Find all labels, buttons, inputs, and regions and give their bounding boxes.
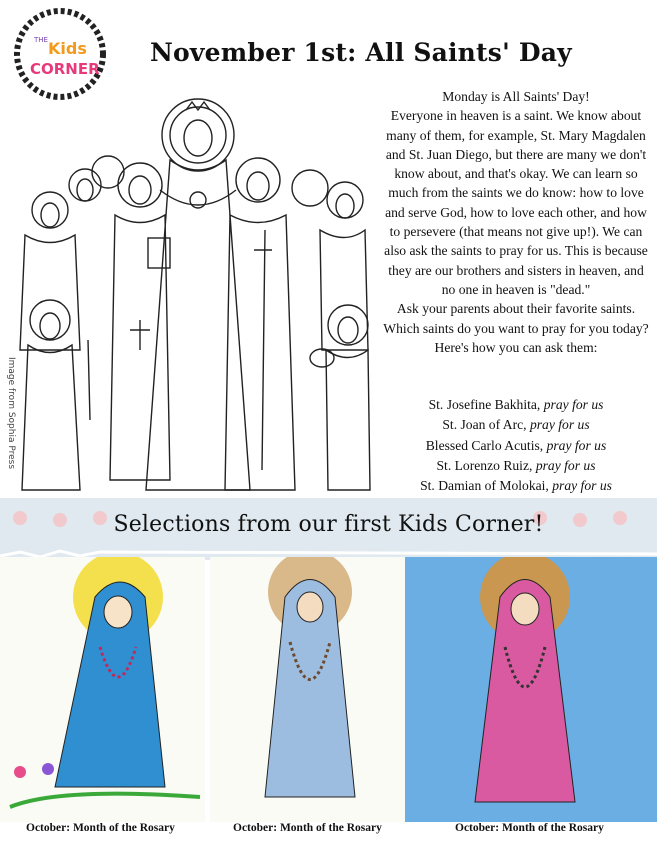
selections-title: Selections from our first Kids Corner! [113, 512, 544, 537]
prayer-line [380, 395, 652, 415]
body-paragraph: Monday is All Saints' Day! [442, 89, 590, 104]
drawing-caption-2: October: Month of the Rosary [233, 822, 382, 834]
saint-name: St. Josefine Bakhita, [428, 397, 541, 412]
logo-line1: THE [34, 36, 48, 44]
drawing-1 [0, 557, 205, 822]
prayer-list [380, 395, 652, 496]
body-paragraph: Ask your parents about their favorite saints. Which saints do you want to pray for you today? Here's how you can ask them: [383, 301, 649, 355]
pray-suffix: pray for us [529, 417, 590, 433]
prayer-line [380, 415, 652, 435]
saint-name: St. Damian of Molokai, [420, 478, 549, 494]
saint-name: St. Lorenzo Ruiz, [436, 457, 533, 473]
logo-line3: CORNER [30, 60, 100, 78]
pray-suffix: pray for us [552, 478, 612, 494]
body-paragraph: Everyone in heaven is a saint. We know about many of them, for example, St. Mary Magdalen and St. Juan Diego, but there are many we don't know about, and that's okay. We can learn so much from the saints we do know: how to love and serve God, how to love each other, and how to persevere (that means not give up!). We can also ask the saints to pray for us. This is because they are our brothers and sisters in heaven, and no one in heaven is "dead." [384, 108, 648, 297]
logo-line2: Kids [48, 39, 87, 58]
drawing-caption-1: October: Month of the Rosary [26, 822, 175, 834]
drawing-2 [210, 557, 405, 822]
prayer-line [380, 436, 652, 456]
saint-name: St. Joan of Arc, [442, 417, 527, 433]
image-credit-text: Image from Sophia Press [6, 356, 16, 470]
kids-drawings [0, 557, 657, 850]
image-credit [0, 350, 14, 480]
drawing-caption-3: October: Month of the Rosary [455, 822, 604, 834]
pray-suffix: pray for us [546, 437, 607, 453]
pray-suffix: pray for us [535, 457, 596, 473]
body-text [380, 87, 652, 357]
prayer-line [380, 476, 652, 496]
drawing-3 [405, 557, 657, 822]
page-title: November 1st: All Saints' Day [150, 38, 572, 67]
kids-corner-logo [6, 8, 114, 100]
saint-name: Blessed Carlo Acutis, [425, 437, 544, 453]
pray-suffix: pray for us [543, 397, 604, 412]
saints-coloring-illustration [10, 90, 372, 500]
prayer-line [380, 456, 652, 476]
